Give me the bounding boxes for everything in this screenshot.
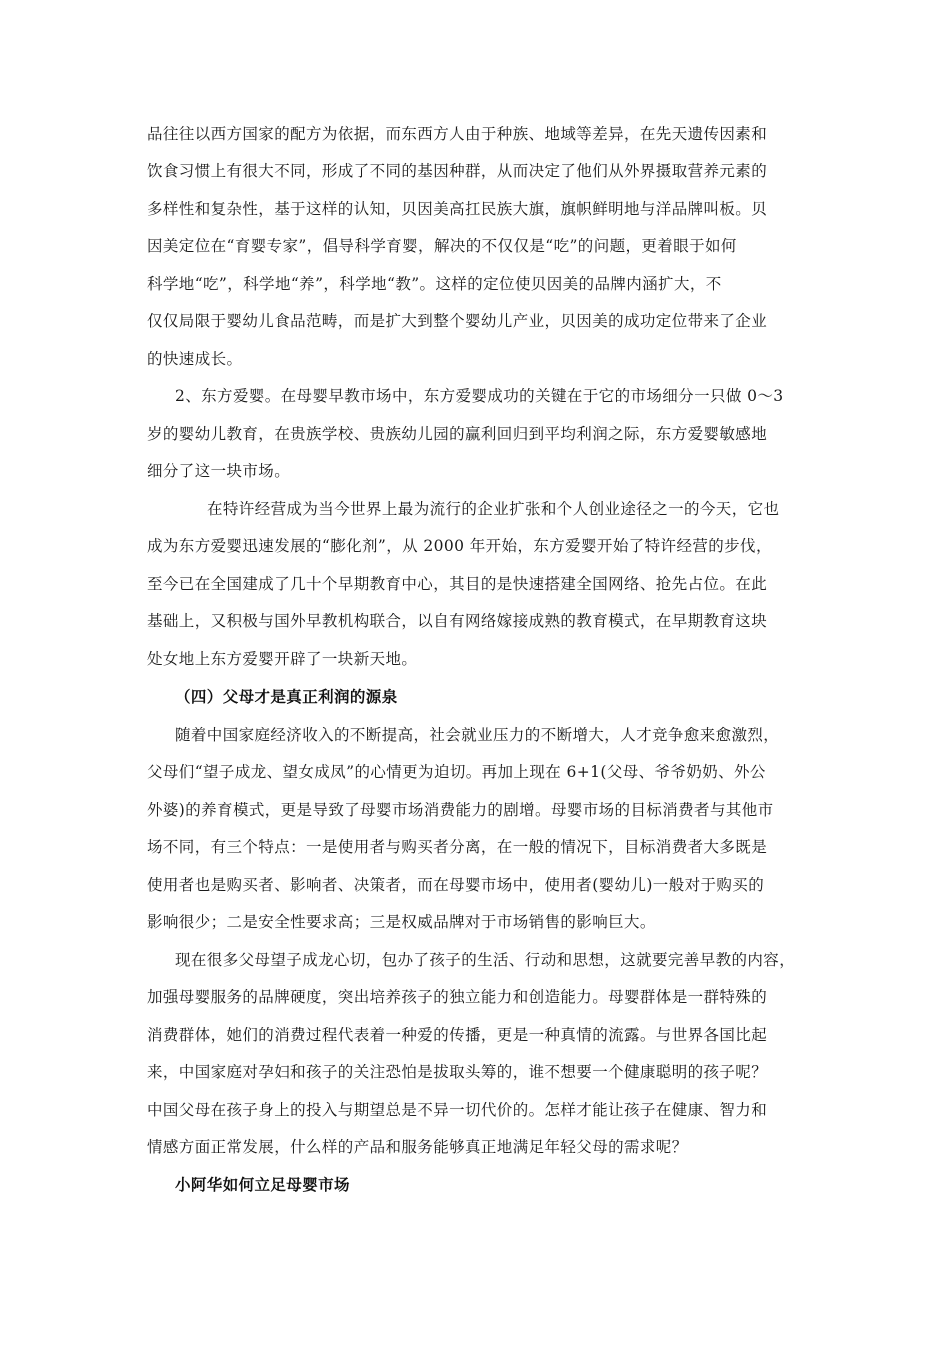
paragraph-line: 影响很少；二是安全性要求高；三是权威品牌对于市场销售的影响巨大。	[147, 913, 656, 931]
paragraph-line: 因美定位在“育婴专家”，倡导科学育婴，解决的不仅仅是“吃”的问题，更着眼于如何	[147, 237, 737, 255]
paragraph-line: 成为东方爱婴迅速发展的“膨化剂”，从 2000 年开始，东方爱婴开始了特许经营的步伐，	[147, 537, 772, 555]
paragraph-line: 在特许经营成为当今世界上最为流行的企业扩张和个人创业途径之一的今天，它也	[207, 500, 780, 518]
paragraph-line: 来，中国家庭对孕妇和孩子的关注恐怕是拔取头筹的，谁不想要一个健康聪明的孩子呢？	[147, 1063, 768, 1081]
paragraph-line: 多样性和复杂性，基于这样的认知，贝因美高扛民族大旗，旗帜鲜明地与洋品牌叫板。贝	[147, 200, 768, 218]
paragraph-line: 仅仅局限于婴幼儿食品范畴，而是扩大到整个婴幼儿产业，贝因美的成功定位带来了企业	[147, 312, 768, 330]
paragraph-line: 的快速成长。	[147, 350, 243, 368]
paragraph-line: 消费群体，她们的消费过程代表着一种爱的传播，更是一种真情的流露。与世界各国比起	[147, 1026, 768, 1044]
section-heading: （四）父母才是真正利润的源泉	[175, 688, 398, 706]
paragraph-line: 外婆)的养育模式，更是导致了母婴市场消费能力的剧增。母婴市场的目标消费者与其他市	[147, 801, 774, 819]
paragraph-line: 父母们“望子成龙、望女成凤”的心情更为迫切。再加上现在 6+1(父母、爷爷奶奶、外公	[147, 763, 766, 781]
paragraph-line: 加强母婴服务的品牌硬度，突出培养孩子的独立能力和创造能力。母婴群体是一群特殊的	[147, 988, 768, 1006]
paragraph-line: 2、东方爱婴。在母婴早教市场中，东方爱婴成功的关键在于它的市场细分一只做 0～3	[175, 387, 784, 405]
paragraph-line: 场不同，有三个特点：一是使用者与购买者分离，在一般的情况下，目标消费者大多既是	[147, 838, 768, 856]
paragraph-line: 处女地上东方爱婴开辟了一块新天地。	[147, 650, 418, 668]
paragraph-line: 细分了这一块市场。	[147, 462, 291, 480]
paragraph-line: 至今已在全国建成了几十个早期教育中心，其目的是快速搭建全国网络、抢先占位。在此	[147, 575, 768, 593]
paragraph-line: 使用者也是购买者、影响者、决策者，而在母婴市场中，使用者(婴幼儿)一般对于购买的	[147, 876, 765, 894]
paragraph-line: 随着中国家庭经济收入的不断提高，社会就业压力的不断增大，人才竞争愈来愈激烈，	[175, 726, 780, 744]
section-heading: 小阿华如何立足母婴市场	[175, 1176, 350, 1194]
paragraph-line: 情感方面正常发展，什么样的产品和服务能够真正地满足年轻父母的需求呢？	[147, 1138, 688, 1156]
paragraph-line: 饮食习惯上有很大不同，形成了不同的基因种群，从而决定了他们从外界摄取营养元素的	[147, 162, 768, 180]
paragraph-line: 中国父母在孩子身上的投入与期望总是不异一切代价的。怎样才能让孩子在健康、智力和	[147, 1101, 768, 1119]
paragraph-line: 现在很多父母望子成龙心切，包办了孩子的生活、行动和思想，这就要完善早教的内容，	[175, 951, 796, 969]
paragraph-line: 岁的婴幼儿教育，在贵族学校、贵族幼儿园的赢利回归到平均利润之际，东方爱婴敏感地	[147, 425, 768, 443]
paragraph-line: 科学地“吃”，科学地“养”，科学地“教”。这样的定位使贝因美的品牌内涵扩大，不	[147, 275, 722, 293]
paragraph-line: 基础上，又积极与国外早教机构联合，以自有网络嫁接成熟的教育模式，在早期教育这块	[147, 612, 768, 630]
paragraph-line: 品往往以西方国家的配方为依据，而东西方人由于种族、地域等差异，在先天遗传因素和	[147, 125, 768, 143]
